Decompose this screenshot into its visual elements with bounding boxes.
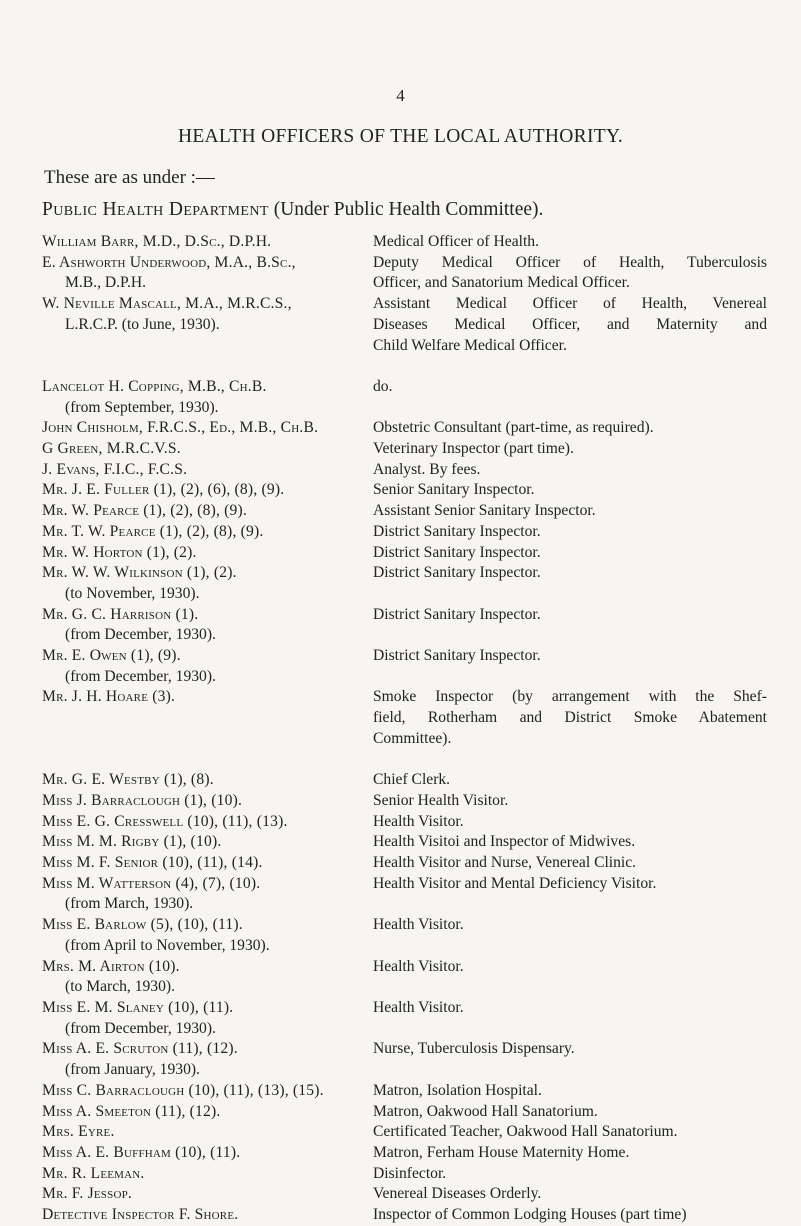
officer-name: Miss E. M. Slaney (10), (11). <box>42 998 234 1016</box>
officer-name-cell <box>0 1184 370 1205</box>
officer-name: Mr. G. C. Harrison (1). <box>42 605 199 623</box>
officer-role-cell <box>370 770 767 791</box>
officer-role-cell <box>370 543 767 564</box>
officer-row <box>0 501 801 522</box>
officer-row <box>0 957 801 998</box>
officer-row <box>0 1081 801 1102</box>
officer-row <box>0 253 801 294</box>
officer-name-cell <box>0 957 370 998</box>
officer-role-cell <box>370 460 767 481</box>
officer-role-cell <box>370 646 767 687</box>
officer-name: William Barr, M.D., D.Sc., D.P.H. <box>42 233 272 250</box>
officer-role-cell <box>370 957 767 998</box>
page-title: HEALTH OFFICERS OF THE LOCAL AUTHORITY. <box>177 126 624 147</box>
page-number: 4 <box>396 86 405 105</box>
officer-name-cell <box>0 791 370 812</box>
officer-row <box>0 1122 801 1143</box>
officer-name: Miss A. E. Scruton (11), (12). <box>42 1040 238 1058</box>
department-heading <box>42 199 543 221</box>
officer-name: Miss E. G. Cresswell (10), (11), (13). <box>42 812 288 830</box>
officer-role-cell <box>370 998 767 1039</box>
officer-name-note: (from December, 1930). <box>65 1019 216 1037</box>
officer-role: Health Visitor and Mental Deficiency Visitor. <box>373 874 657 892</box>
officer-role: Veterinary Inspector (part time). <box>373 440 574 458</box>
officer-name-cell <box>0 1039 370 1080</box>
officer-role-cell <box>370 915 767 956</box>
officer-role-cell <box>370 377 767 418</box>
officer-role-cont: Diseases Medical Officer, and Maternity and <box>373 315 767 333</box>
officer-role-cell <box>370 1081 767 1102</box>
officer-name-cell <box>0 1081 370 1102</box>
officer-row <box>0 791 801 812</box>
officers-list <box>0 232 801 1226</box>
officer-role: Chief Clerk. <box>373 771 451 789</box>
officer-name-cell <box>0 418 370 439</box>
officer-role: Matron, Ferham House Maternity Home. <box>373 1143 630 1161</box>
officer-name: Mr. E. Owen (1), (9). <box>42 647 181 665</box>
officer-role: Disinfector. <box>373 1164 447 1182</box>
officer-name-cell <box>0 460 370 481</box>
officer-name-note: (from December, 1930). <box>65 626 216 644</box>
officer-name: Mr. R. Leeman. <box>42 1164 145 1182</box>
officer-row <box>0 418 801 439</box>
officer-role: Health Visitor. <box>373 957 464 975</box>
officer-row <box>0 770 801 791</box>
officer-role-cell <box>370 294 767 356</box>
officer-name-note: (from September, 1930). <box>65 398 219 416</box>
officer-role-cell <box>370 232 767 253</box>
officer-name-cell <box>0 812 370 833</box>
officer-row <box>0 853 801 874</box>
officer-row <box>0 522 801 543</box>
officer-name: Miss J. Barraclough (1), (10). <box>42 791 243 809</box>
officer-role-cell <box>370 253 767 294</box>
officer-role-cell <box>370 501 767 522</box>
officer-row <box>0 1039 801 1080</box>
officer-name: Miss M. M. Rigby (1), (10). <box>42 833 222 851</box>
officer-row <box>0 812 801 833</box>
officer-role: Medical Officer of Health. <box>373 233 539 250</box>
officer-role: Certificated Teacher, Oakwood Hall Sanatorium. <box>373 1123 678 1141</box>
officer-name-note: (to March, 1930). <box>65 978 175 996</box>
officer-name-cell <box>0 646 370 687</box>
officer-role: District Sanitary Inspector. <box>373 543 541 561</box>
officer-name-cell <box>0 605 370 646</box>
officer-role: Smoke Inspector (by arrangement with the Shef- <box>373 688 767 706</box>
officer-name: Mr. J. E. Fuller (1), (2), (6), (8), (9). <box>42 481 285 499</box>
officer-role: Matron, Oakwood Hall Sanatorium. <box>373 1102 598 1120</box>
officer-role-cell <box>370 1122 767 1143</box>
officer-name-note: (from March, 1930). <box>65 895 194 913</box>
officer-name-cell <box>0 253 370 294</box>
officer-role-cell <box>370 522 767 543</box>
officer-name: Mr. W. Pearce (1), (2), (8), (9). <box>42 502 248 520</box>
officer-row <box>0 1102 801 1123</box>
officer-name: John Chisholm, F.R.C.S., Ed., M.B., Ch.B. <box>42 419 319 437</box>
officer-name: E. Ashworth Underwood, M.A., B.Sc., <box>42 253 296 271</box>
officer-name-cell <box>0 1102 370 1123</box>
officer-role-cell <box>370 1039 767 1080</box>
officer-name-cell <box>0 998 370 1039</box>
officer-role: Health Visitor. <box>373 812 464 830</box>
officer-name-cell <box>0 439 370 460</box>
officer-role-cell <box>370 1205 767 1226</box>
officer-name-cell <box>0 915 370 956</box>
officer-name-note: (to November, 1930). <box>65 584 200 602</box>
officer-role: Assistant Medical Officer of Health, Venereal <box>373 295 767 313</box>
officer-role-cell <box>370 791 767 812</box>
officer-name-cell <box>0 543 370 564</box>
officer-name-note: L.R.C.P. (to June, 1930). <box>65 315 220 333</box>
officer-name-cell <box>0 874 370 915</box>
officer-row <box>0 1143 801 1164</box>
officer-role-cell <box>370 418 767 439</box>
officer-name-cell <box>0 1122 370 1143</box>
officer-role: District Sanitary Inspector. <box>373 647 541 665</box>
officer-role: District Sanitary Inspector. <box>373 522 541 540</box>
officer-role: Health Visitor and Nurse, Venereal Clinic. <box>373 854 637 872</box>
officer-name-note: M.B., D.P.H. <box>65 274 147 292</box>
officer-name-cell <box>0 480 370 501</box>
officer-name-note: (from January, 1930). <box>65 1061 200 1079</box>
officer-role-cell <box>370 1164 767 1185</box>
officer-role-cell <box>370 1143 767 1164</box>
officer-name: Mr. G. E. Westby (1), (8). <box>42 771 214 789</box>
officer-role: Senior Health Visitor. <box>373 791 509 809</box>
department-name: Public Health Department <box>42 199 269 220</box>
officer-role: District Sanitary Inspector. <box>373 605 541 623</box>
officer-role: do. <box>373 377 393 395</box>
officer-name: Miss C. Barraclough (10), (11), (13), (15). <box>42 1081 324 1099</box>
officer-role: Inspector of Common Lodging Houses (part time) <box>373 1206 687 1224</box>
officer-role: District Sanitary Inspector. <box>373 564 541 582</box>
officer-role-cell <box>370 439 767 460</box>
officer-row <box>0 1164 801 1185</box>
officer-role-cont: Child Welfare Medical Officer. <box>373 336 567 354</box>
officer-name-cell <box>0 522 370 543</box>
officer-role-cell <box>370 832 767 853</box>
officer-row <box>0 460 801 481</box>
officer-name-cell <box>0 501 370 522</box>
officer-row <box>0 874 801 915</box>
officer-row <box>0 915 801 956</box>
officer-name: Miss E. Barlow (5), (10), (11). <box>42 916 243 934</box>
officer-name: Mr. F. Jessop. <box>42 1185 133 1203</box>
officer-role: Senior Sanitary Inspector. <box>373 481 535 499</box>
officer-name-cell <box>0 1143 370 1164</box>
officer-row <box>0 1205 801 1226</box>
officer-row <box>0 439 801 460</box>
officer-name-cell <box>0 687 370 749</box>
officer-role: Health Visitoi and Inspector of Midwives. <box>373 833 636 851</box>
intro-text: These are as under :— <box>44 167 215 188</box>
officer-name-cell <box>0 853 370 874</box>
row-spacer <box>0 356 801 377</box>
officer-name: Mr. W. W. Wilkinson (1), (2). <box>42 564 237 582</box>
officer-name: J. Evans, F.I.C., F.C.S. <box>42 460 188 478</box>
officer-name: Lancelot H. Copping, M.B., Ch.B. <box>42 377 267 395</box>
officer-role-cell <box>370 1184 767 1205</box>
officer-role: Health Visitor. <box>373 998 464 1016</box>
officer-name-cell <box>0 232 370 253</box>
officer-row <box>0 998 801 1039</box>
officer-role-cell <box>370 874 767 915</box>
officer-role-cell <box>370 687 767 749</box>
officer-name: Miss A. E. Buffham (10), (11). <box>42 1143 241 1161</box>
officer-name-cell <box>0 563 370 604</box>
officer-role-cont: Officer, and Sanatorium Medical Officer. <box>373 274 630 292</box>
officer-name: Mr. J. H. Hoare (3). <box>42 688 176 706</box>
officer-name-note: (from December, 1930). <box>65 667 216 685</box>
officer-row <box>0 646 801 687</box>
officer-row <box>0 480 801 501</box>
department-committee: (Under Public Health Committee). <box>273 199 544 220</box>
officer-role-cell <box>370 605 767 646</box>
row-spacer <box>0 750 801 771</box>
officer-row <box>0 232 801 253</box>
officer-name-cell <box>0 1205 370 1226</box>
officer-role-cont: Committee). <box>373 729 452 747</box>
officer-role-cell <box>370 480 767 501</box>
officer-role: Health Visitor. <box>373 916 464 934</box>
officer-role: Matron, Isolation Hospital. <box>373 1081 542 1099</box>
officer-name: Miss A. Smeeton (11), (12). <box>42 1102 221 1120</box>
officer-role: Assistant Senior Sanitary Inspector. <box>373 502 596 520</box>
officer-role: Venereal Diseases Orderly. <box>373 1185 542 1203</box>
officer-row <box>0 605 801 646</box>
officer-row <box>0 687 801 749</box>
officer-role-cell <box>370 1102 767 1123</box>
officer-name: Mr. T. W. Pearce (1), (2), (8), (9). <box>42 522 264 540</box>
officer-role-cont: field, Rotherham and District Smoke Abatement <box>373 709 767 727</box>
officer-name: Mrs. M. Airton (10). <box>42 957 180 975</box>
officer-row <box>0 543 801 564</box>
officer-role-cell <box>370 812 767 833</box>
officer-role-cell <box>370 563 767 604</box>
officer-role: Deputy Medical Officer of Health, Tuberculosis <box>373 253 767 271</box>
officer-name-cell <box>0 377 370 418</box>
officer-role-cell <box>370 853 767 874</box>
officer-row <box>0 1184 801 1205</box>
officer-name: W. Neville Mascall, M.A., M.R.C.S., <box>42 295 292 313</box>
officer-name-cell <box>0 1164 370 1185</box>
officer-role: Analyst. By fees. <box>373 460 481 478</box>
officer-name-cell <box>0 294 370 356</box>
officer-name-note: (from April to November, 1930). <box>65 936 270 954</box>
officer-name: G Green, M.R.C.V.S. <box>42 440 181 458</box>
officer-role: Nurse, Tuberculosis Dispensary. <box>373 1040 575 1058</box>
officer-name: Mr. W. Horton (1), (2). <box>42 543 197 561</box>
officer-name: Miss M. F. Senior (10), (11), (14). <box>42 854 263 872</box>
officer-name: Mrs. Eyre. <box>42 1123 115 1141</box>
officer-name: Miss M. Watterson (4), (7), (10). <box>42 874 261 892</box>
officer-row <box>0 563 801 604</box>
officer-row <box>0 832 801 853</box>
officer-row <box>0 377 801 418</box>
officer-name-cell <box>0 832 370 853</box>
officer-name-cell <box>0 770 370 791</box>
officer-role: Obstetric Consultant (part-time, as required). <box>373 419 654 437</box>
officer-name: Detective Inspector F. Shore. <box>42 1206 239 1224</box>
officer-row <box>0 294 801 356</box>
